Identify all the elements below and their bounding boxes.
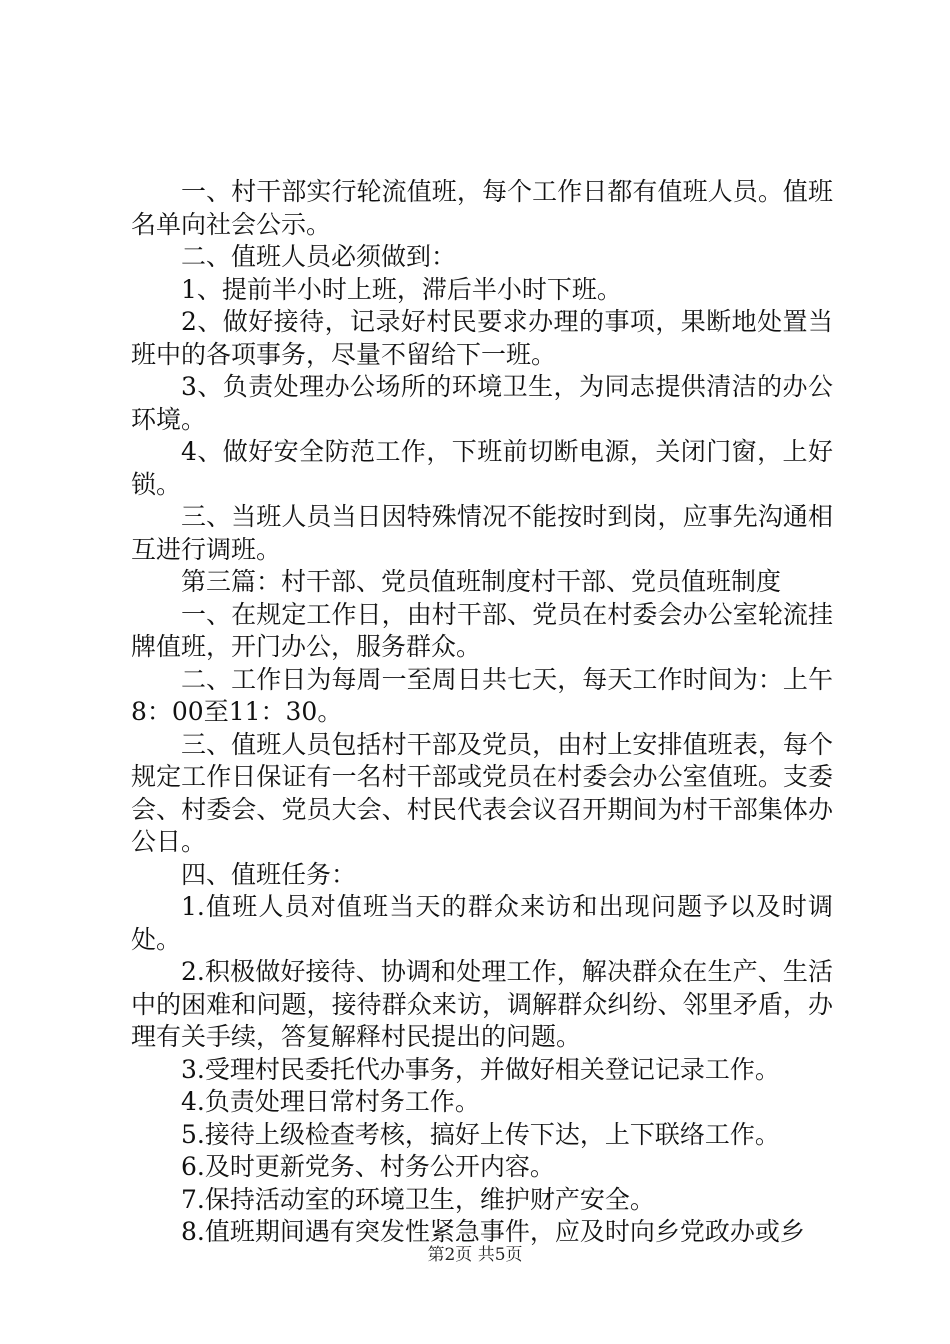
paragraph-19: 7.保持活动室的环境卫生，维护财产安全。 [181,1184,655,1214]
paragraph-14: 2.积极做好接待、协调和处理工作，解决群众在生产、生活中的困难和问题，接待群众来访，调解群众纠纷、邻里矛盾，办理有关手续，答复解释村民提出的问题。 [131,957,833,1051]
paragraph-20: 8.值班期间遇有突发性紧急事件，应及时向乡党政办或乡 [181,1217,805,1246]
paragraph-1: 一、村干部实行轮流值班，每个工作日都有值班人员。值班名单向社会公示。 [131,177,833,239]
document-body [131,176,833,1249]
paragraph-10: 二、工作日为每周一至周日共七天，每天工作时间为：上午8：00至11：30。 [131,664,833,726]
paragraph-2: 二、值班人员必须做到： [181,242,457,271]
paragraph-4: 2、做好接待，记录好村民要求办理的事项，果断地处置当班中的各项事务，尽量不留给下一班。 [131,307,833,369]
paragraph-12: 四、值班任务： [181,859,357,889]
paragraph-3: 1、提前半小时上班，滞后半小时下班。 [181,274,622,304]
paragraph-11: 三、值班人员包括村干部及党员，由村上安排值班表，每个规定工作日保证有一名村干部或党员在村委会办公室值班。支委会、村委会、党员大会、村民代表会议召开期间为村干部集体办公日。 [131,729,833,856]
section-heading: 第三篇：村干部、党员值班制度村干部、党员值班制度 [181,567,782,596]
paragraph-6: 4、做好安全防范工作，下班前切断电源，关闭门窗，上好锁。 [131,437,833,499]
paragraph-18: 6.及时更新党务、村务公开内容。 [181,1152,555,1181]
paragraph-17: 5.接待上级检查考核，搞好上传下达，上下联络工作。 [181,1119,780,1149]
paragraph-9: 一、在规定工作日，由村干部、党员在村委会办公室轮流挂牌值班，开门办公，服务群众。 [131,599,833,661]
paragraph-13: 1.值班人员对值班当天的群众来访和出现问题予以及时调处。 [131,892,833,954]
paragraph-7: 三、当班人员当日因特殊情况不能按时到岗，应事先沟通相互进行调班。 [131,502,833,564]
paragraph-16: 4.负责处理日常村务工作。 [181,1087,480,1116]
paragraph-15: 3.受理村民委托代办事务，并做好相关登记记录工作。 [181,1054,780,1084]
paragraph-5: 3、负责处理办公场所的环境卫生，为同志提供清洁的办公环境。 [131,372,833,434]
page-number-footer: 第2页 共5页 [427,1245,523,1265]
